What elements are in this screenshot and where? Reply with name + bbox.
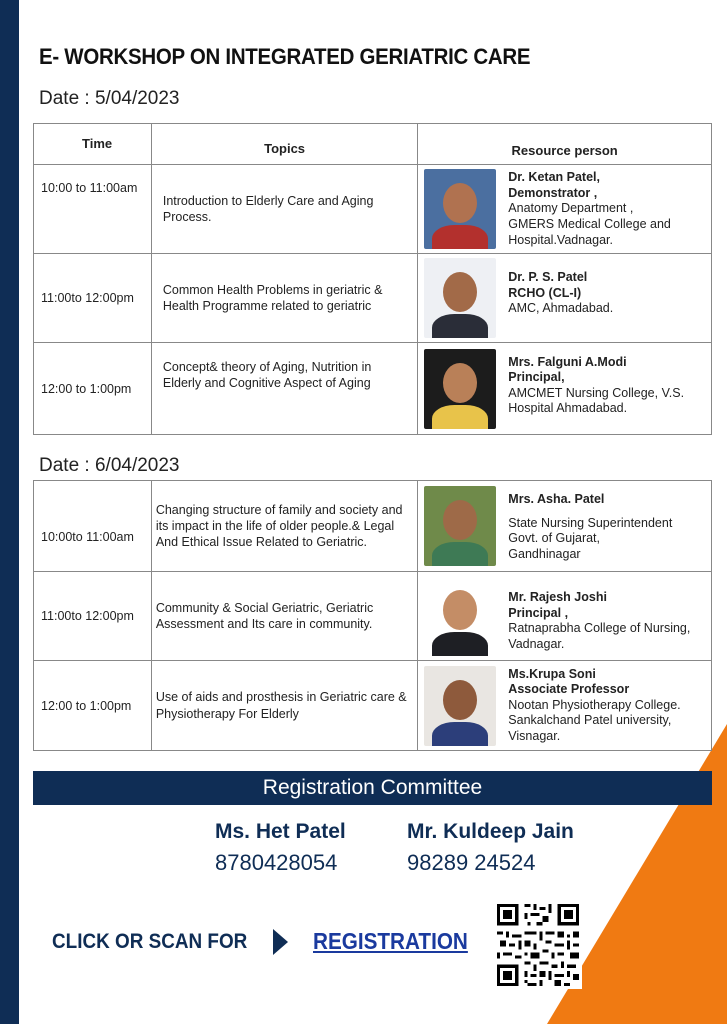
- speaker-name: Mrs. Falguni A.Modi: [508, 354, 627, 369]
- speaker-detail: Ratnaprabha College of Nursing,: [508, 621, 691, 636]
- left-accent-bar: [0, 0, 19, 1024]
- speaker-detail: Hospital Ahmadabad.: [508, 401, 628, 416]
- header-time: Time: [34, 124, 152, 165]
- contact-name: Mr. Kuldeep Jain: [407, 820, 574, 843]
- speaker-detail: Vadnagar.: [508, 636, 565, 651]
- registration-committee-banner: Registration Committee: [33, 771, 712, 805]
- speaker-name: Mrs. Asha. Patel: [508, 492, 605, 506]
- page-title: E- WORKSHOP ON INTEGRATED GERIATRIC CARE: [39, 44, 531, 69]
- resource-cell: [418, 254, 712, 343]
- speaker-photo: [424, 486, 496, 566]
- table-row: [34, 165, 712, 254]
- session-topic: Use of aids and prosthesis in Geriatric care & Physiotherapy For Elderly: [151, 661, 417, 751]
- session-topic: Common Health Problems in geriatric & Health Programme related to geriatric: [151, 254, 417, 343]
- session-topic: Introduction to Elderly Care and Aging Process.: [151, 165, 417, 254]
- speaker-detail: GMERS Medical College and: [508, 216, 671, 231]
- qr-code-icon[interactable]: [494, 901, 582, 989]
- speaker-detail: AMCMET Nursing College, V.S.: [508, 385, 685, 400]
- session-topic: Changing structure of family and society and its impact in the life of older people.& Legal And Ethical Issue Related to Geriatric.: [151, 481, 417, 572]
- speaker-detail: Anatomy Department ,: [508, 201, 634, 216]
- resource-cell: [418, 572, 712, 661]
- registration-link[interactable]: REGISTRATION: [313, 928, 468, 954]
- schedule-table-day2: [33, 480, 712, 751]
- resource-cell: [418, 343, 712, 435]
- speaker-name: Ms.Krupa Soni: [508, 666, 596, 681]
- session-time: 10:00to 11:00am: [34, 481, 152, 572]
- resource-cell: [418, 481, 712, 572]
- table-row: [34, 343, 712, 435]
- table-row: [34, 254, 712, 343]
- contact-name: Ms. Het Patel: [215, 820, 346, 843]
- session-topic: Concept& theory of Aging, Nutrition in Elderly and Cognitive Aspect of Aging: [151, 343, 417, 435]
- speaker-photo: [424, 258, 496, 338]
- session-time: 11:00to 12:00pm: [34, 254, 152, 343]
- speaker-detail: Sankalchand Patel university,: [508, 713, 672, 728]
- speaker-detail: AMC, Ahmadabad.: [508, 301, 614, 316]
- speaker-photo: [424, 576, 496, 656]
- speaker-photo: [424, 169, 496, 249]
- table-row: [34, 661, 712, 751]
- speaker-detail: State Nursing Superintendent: [508, 515, 673, 530]
- speaker-detail: Nootan Physiotherapy College.: [508, 697, 681, 712]
- speaker-name: Dr. P. S. Patel: [508, 270, 588, 284]
- header-topics: Topics: [151, 124, 417, 165]
- session-topic: Community & Social Geriatric, Geriatric Assessment and Its care in community.: [151, 572, 417, 661]
- play-arrow-icon: [273, 929, 288, 955]
- header-resource: Resource person: [418, 124, 712, 165]
- speaker-detail: Govt. of Gujarat,: [508, 531, 601, 546]
- table-row: [34, 572, 712, 661]
- resource-cell: [418, 661, 712, 751]
- speaker-role: Associate Professor: [508, 682, 630, 697]
- contact-phone[interactable]: 8780428054: [215, 850, 338, 875]
- speaker-detail: Hospital.Vadnagar.: [508, 232, 613, 247]
- resource-cell: [418, 165, 712, 254]
- speaker-name: Dr. Ketan Patel,: [508, 170, 600, 184]
- speaker-role: Demonstrator ,: [508, 185, 598, 200]
- contact-phone[interactable]: 98289 24524: [407, 850, 536, 875]
- session-time: 12:00 to 1:00pm: [34, 343, 152, 435]
- schedule-table-day1: [33, 123, 712, 435]
- table-header-row: [34, 124, 712, 165]
- date-day1: Date : 5/04/2023: [39, 88, 180, 109]
- contact-kuldeep-jain: [407, 820, 574, 876]
- session-time: 11:00to 12:00pm: [34, 572, 152, 661]
- speaker-photo: [424, 666, 496, 746]
- speaker-role: Principal,: [508, 370, 565, 385]
- session-time: 12:00 to 1:00pm: [34, 661, 152, 751]
- speaker-name: Mr. Rajesh Joshi: [508, 590, 607, 604]
- date-day2: Date : 6/04/2023: [39, 455, 180, 476]
- table-row: [34, 481, 712, 572]
- speaker-role: RCHO (CL-I): [508, 285, 582, 300]
- contact-het-patel: [215, 820, 346, 876]
- speaker-photo: [424, 349, 496, 429]
- speaker-detail: Gandhinagar: [508, 546, 581, 561]
- speaker-role: Principal ,: [508, 605, 569, 620]
- session-time: 10:00 to 11:00am: [34, 165, 152, 254]
- speaker-detail: Visnagar.: [508, 729, 561, 743]
- click-or-scan-text: CLICK OR SCAN FOR: [52, 930, 248, 953]
